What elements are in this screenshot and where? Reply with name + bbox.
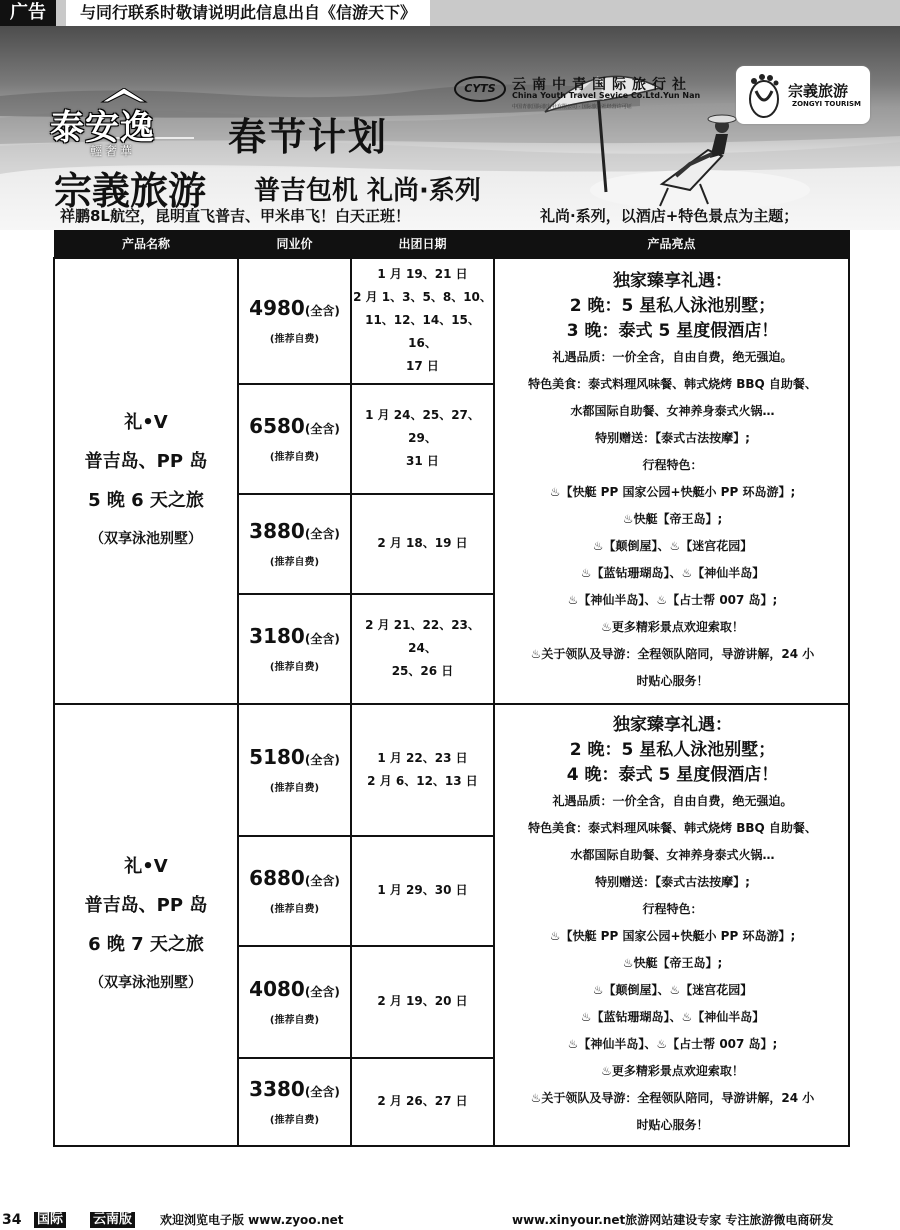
highlight-line: 水都国际自助餐、女神养身泰式火锅… xyxy=(570,847,775,862)
date-line: 2 月 21、22、23、24、 xyxy=(365,618,480,655)
price-optional-label: (推荐自费) xyxy=(269,783,320,794)
product-cell xyxy=(54,704,238,1146)
price-inclusive-label: (全含) xyxy=(304,1085,340,1099)
ebook-link-text: 欢迎浏览电子版 www.zyoo.net xyxy=(160,1213,344,1227)
price-inclusive-label: (全含) xyxy=(304,632,340,646)
price-inclusive-label: (全含) xyxy=(304,985,340,999)
price-cell xyxy=(238,1058,351,1146)
cyts-logo xyxy=(454,74,734,120)
logo-main-text: 泰安逸 xyxy=(50,108,155,148)
highlight-line: ♨【神仙半岛】、♨【占士帮 007 岛】; xyxy=(567,1036,778,1051)
price-cell xyxy=(238,594,351,704)
date-line: 2 月 18、19 日 xyxy=(377,536,468,550)
price-cell xyxy=(238,494,351,594)
highlight-line: ♨快艇【帝王岛】; xyxy=(622,955,723,970)
product-route: 普吉岛、PP 岛 xyxy=(84,894,208,916)
price-value: 4080 xyxy=(249,977,305,1001)
date-line: 2 月 1、3、5、8、10、 xyxy=(353,290,492,304)
highlight-line: ♨关于领队及导游：全程领队陪同，导游讲解，24 小 xyxy=(530,646,815,661)
ad-tag: 广告 xyxy=(0,0,56,26)
price-optional-label: (推荐自费) xyxy=(269,557,320,568)
product-route: 普吉岛、PP 岛 xyxy=(84,450,208,472)
highlight-line: ♨【快艇 PP 国家公园+快艇小 PP 环岛游】; xyxy=(549,484,796,499)
dates-cell xyxy=(351,1058,494,1146)
website-slogan: www.xinyour.net旅游网站建设专家 专注旅游微电商研发 xyxy=(512,1213,834,1227)
product-table xyxy=(53,230,850,1147)
date-line: 17 日 xyxy=(406,359,439,373)
price-inclusive-label: (全含) xyxy=(304,304,340,318)
top-bar xyxy=(0,0,900,26)
date-line: 1 月 29、30 日 xyxy=(377,883,468,897)
highlights-cell xyxy=(494,704,849,1146)
highlight-line: 时贴心服务！ xyxy=(636,673,709,688)
highlight-head: 2 晚：5 星私人泳池别墅； xyxy=(569,295,776,316)
source-notice: 与同行联系时敬请说明此信息出自《信游天下》 xyxy=(66,0,430,26)
dates-cell xyxy=(351,384,494,494)
highlight-line: ♨【颠倒屋】、♨【迷宫花园】 xyxy=(592,538,753,553)
highlight-line: ♨【蓝钻珊瑚岛】、♨【神仙半岛】 xyxy=(580,1009,765,1024)
highlight-line: ♨更多精彩景点欢迎索取！ xyxy=(601,1063,744,1078)
highlight-line: ♨【神仙半岛】、♨【占士帮 007 岛】; xyxy=(567,592,778,607)
highlight-line: ♨【快艇 PP 国家公园+快艇小 PP 环岛游】; xyxy=(549,928,796,943)
header-highlights: 产品亮点 xyxy=(494,231,849,258)
table-header-row xyxy=(54,231,849,258)
highlight-line: 时贴心服务！ xyxy=(636,1117,709,1132)
date-line: 2 月 6、12、13 日 xyxy=(367,773,478,788)
edition-label: 云南版 xyxy=(90,1212,135,1228)
price-cell xyxy=(238,704,351,836)
airline-tagline: 祥鹏8L航空，昆明直飞普吉、甲米串飞！白天正班！ xyxy=(60,207,410,225)
price-value: 3880 xyxy=(249,519,305,543)
product-duration: 6 晚 7 天之旅 xyxy=(88,933,204,955)
series-title: 普吉包机 礼尚·系列 xyxy=(254,176,481,206)
dates-cell xyxy=(351,836,494,946)
zongyi-logo xyxy=(736,66,870,124)
product-note: （双享泳池别墅） xyxy=(90,530,202,547)
section-label: 国际 xyxy=(34,1212,66,1228)
header-departure-dates: 出团日期 xyxy=(351,231,494,258)
highlight-line: 特色美食：泰式料理风味餐、韩式烧烤 BBQ 自助餐、 xyxy=(528,376,817,391)
price-optional-label: (推荐自费) xyxy=(269,334,320,345)
highlight-line: ♨更多精彩景点欢迎索取！ xyxy=(601,619,744,634)
highlight-head: 4 晚：泰式 5 星度假酒店！ xyxy=(566,764,779,785)
product-name: 礼•V xyxy=(124,411,168,433)
highlight-line: 礼遇品质：一价全含，自由自费，绝无强迫。 xyxy=(552,793,793,808)
price-inclusive-label: (全含) xyxy=(304,753,340,767)
dates-cell xyxy=(351,946,494,1058)
highlight-line: 行程特色： xyxy=(642,457,703,472)
dates-cell xyxy=(351,494,494,594)
header-trade-price: 同业价 xyxy=(238,231,351,258)
highlight-line: ♨快艇【帝王岛】; xyxy=(622,511,723,526)
product-cell xyxy=(54,258,238,704)
date-line: 1 月 22、23 日 xyxy=(377,750,468,765)
price-value: 6880 xyxy=(249,866,305,890)
highlight-line: 礼遇品质：一价全含，自由自费，绝无强迫。 xyxy=(552,349,793,364)
highlight-line: ♨关于领队及导游：全程领队陪同，导游讲解，24 小 xyxy=(530,1090,815,1105)
highlight-line: ♨【蓝钻珊瑚岛】、♨【神仙半岛】 xyxy=(580,565,765,580)
page-footer xyxy=(0,1210,900,1230)
price-cell xyxy=(238,836,351,946)
price-cell xyxy=(238,946,351,1058)
highlight-line: 特别赠送：【泰式古法按摩】; xyxy=(595,874,750,889)
price-optional-label: (推荐自费) xyxy=(269,904,320,915)
zongyi-name-en: ZONGYI TOURISM xyxy=(792,100,861,108)
highlights-cell xyxy=(494,258,849,704)
highlight-head: 3 晚：泰式 5 星度假酒店！ xyxy=(566,320,779,341)
price-inclusive-label: (全含) xyxy=(304,874,340,888)
tai-anyi-logo xyxy=(44,88,204,166)
price-cell xyxy=(238,384,351,494)
price-cell xyxy=(238,258,351,384)
price-optional-label: (推荐自费) xyxy=(269,1015,320,1026)
product-duration: 5 晚 6 天之旅 xyxy=(88,489,204,511)
brand-title: 宗義旅游 xyxy=(54,169,207,213)
date-line: 25、26 日 xyxy=(391,664,454,678)
table-row xyxy=(54,258,849,384)
footprint-icon xyxy=(740,69,788,121)
zongyi-name-cn: 宗義旅游 xyxy=(788,82,849,100)
price-optional-label: (推荐自费) xyxy=(269,1115,320,1126)
cyts-license: 中国青旅国际旅行社有限公司 · 国际旅行社经营许可证 xyxy=(512,104,632,110)
price-optional-label: (推荐自费) xyxy=(269,452,320,463)
dates-cell xyxy=(351,258,494,384)
highlight-line: ♨【颠倒屋】、♨【迷宫花园】 xyxy=(592,982,753,997)
table-row xyxy=(54,704,849,836)
product-name: 礼•V xyxy=(124,855,168,877)
date-line: 2 月 19、20 日 xyxy=(377,994,468,1008)
date-line: 1 月 24、25、27、29、 xyxy=(365,408,480,445)
price-inclusive-label: (全含) xyxy=(304,527,340,541)
page-number: 34 xyxy=(2,1212,22,1228)
highlight-line: 行程特色： xyxy=(642,901,703,916)
date-line: 2 月 26、27 日 xyxy=(377,1094,468,1108)
price-value: 4980 xyxy=(249,296,305,320)
date-line: 1 月 19、21 日 xyxy=(377,267,468,281)
dates-cell xyxy=(351,704,494,836)
cyts-name-cn: 云南中青国际旅行社 xyxy=(512,77,692,93)
header-product-name: 产品名称 xyxy=(54,231,238,258)
highlight-head: 独家臻享礼遇： xyxy=(613,270,732,291)
price-value: 3180 xyxy=(249,624,305,648)
price-inclusive-label: (全含) xyxy=(304,422,340,436)
price-value: 3380 xyxy=(249,1077,305,1101)
highlight-line: 特别赠送：【泰式古法按摩】; xyxy=(595,430,750,445)
spring-festival-title: 春节计划 xyxy=(228,114,389,159)
theme-tagline: 礼尚·系列，以酒店+特色景点为主题； xyxy=(540,207,799,225)
cyts-name-en: China Youth Travel Sevice Co.Ltd.Yun Nan xyxy=(512,91,701,100)
dates-cell xyxy=(351,594,494,704)
date-line: 11、12、14、15、16、 xyxy=(365,313,480,350)
highlight-line: 水都国际自助餐、女神养身泰式火锅… xyxy=(570,403,775,418)
price-optional-label: (推荐自费) xyxy=(269,662,320,673)
highlight-head: 2 晚：5 星私人泳池别墅； xyxy=(569,739,776,760)
logo-sub-text: 輕奢華 xyxy=(90,144,136,158)
date-line: 31 日 xyxy=(406,454,439,468)
price-value: 5180 xyxy=(249,745,305,769)
price-value: 6580 xyxy=(249,414,305,438)
cyts-mark: CYTS xyxy=(454,76,506,102)
highlight-head: 独家臻享礼遇： xyxy=(613,714,732,735)
highlight-line: 特色美食：泰式料理风味餐、韩式烧烤 BBQ 自助餐、 xyxy=(528,820,817,835)
product-note: （双享泳池别墅） xyxy=(90,974,202,991)
